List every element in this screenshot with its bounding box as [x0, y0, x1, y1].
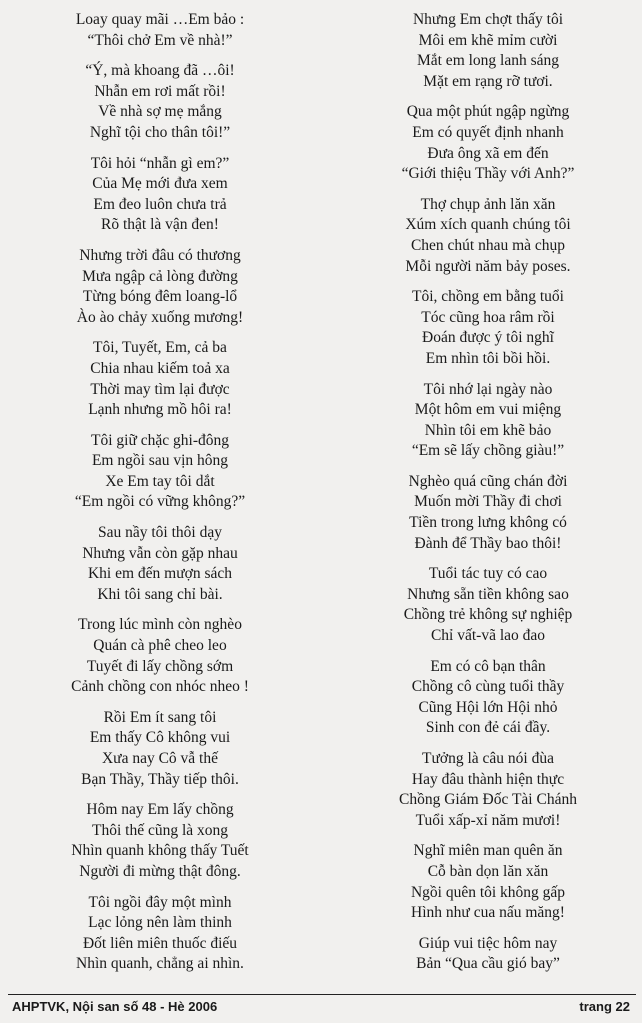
poem-line: Môi em khẽ mỉm cười: [418, 31, 558, 49]
poem-line: Ào ào chảy xuống mương!: [76, 308, 244, 326]
poem-line: Chia nhau kiếm toả xa: [90, 359, 230, 377]
footer-publication: AHPTVK, Nội san số 48 - Hè 2006: [12, 999, 218, 1014]
poem-line: Qua một phút ngập ngừng: [406, 103, 570, 121]
poem-line: Nhẫn em rơi mất rồi!: [94, 82, 226, 100]
poem-line: Nhưng Em chợt thấy tôi: [412, 11, 564, 28]
poem-line: Thời may tìm lại được: [90, 380, 230, 398]
poem-line: Trong lúc mình còn nghèo: [78, 616, 242, 634]
poem-line: Xúm xích quanh chúng tôi: [405, 216, 571, 234]
poem-line: Cỗ bàn dọn lăn xăn: [427, 862, 549, 880]
poem-line: Từng bóng đêm loang-lổ: [82, 288, 238, 306]
poem-stanza: [14, 338, 306, 420]
poem-line: Sau nầy tôi thôi dạy: [98, 524, 222, 542]
poem-line: Nhìn quanh không thấy Tuết: [71, 842, 249, 860]
footer-page-number: trang 22: [579, 999, 630, 1014]
poem-line: Nhưng vẫn còn gặp nhau: [82, 544, 238, 562]
poem-stanza: [14, 615, 306, 697]
poem-line: “Em sẽ lấy chồng giàu!”: [411, 442, 565, 460]
poem-line: Mưa ngập cả lòng đường: [82, 267, 238, 285]
poem-line: Em nhìn tôi bồi hồi.: [425, 349, 551, 367]
poem-column-right: [342, 10, 634, 985]
poem-line: Hay đâu thành hiện thực: [411, 770, 565, 788]
poem-line: Tưởng là câu nói đùa: [422, 750, 554, 767]
poem-line: Bạn Thầy, Thầy tiếp thôi.: [81, 770, 239, 788]
poem-line: Nhìn quanh, chẳng ai nhìn.: [76, 955, 244, 973]
poem-line: Tôi, chồng em bằng tuổi: [412, 288, 564, 306]
poem-line: Chồng Giám Đốc Tài Chánh: [399, 791, 577, 809]
poem-line: Một hôm em vui miệng: [414, 401, 562, 419]
poem-line: Chen chút nhau mà chụp: [410, 236, 566, 254]
poem-line: Đành để Thầy bao thôi!: [414, 534, 562, 552]
poem-line: Nghĩ miên man quên ăn: [413, 842, 563, 860]
poem-line: Tuổi tác tuy có cao: [428, 565, 548, 583]
poem-line: Khi em đến mượn sách: [87, 565, 232, 583]
poem-line: Tôi nhớ lại ngày nào: [423, 380, 553, 398]
poem-line: Em có quyết định nhanh: [412, 123, 564, 141]
poem-line: Chồng trẻ không sự nghiệp: [403, 606, 573, 624]
poem-line: Lạc lỏng nên làm thinh: [88, 914, 232, 932]
poem-line: “Giới thiệu Thầy với Anh?”: [401, 165, 575, 183]
poem-line: “Em ngồi có vững không?”: [74, 493, 246, 511]
footer-divider: [8, 994, 636, 995]
poem-stanza: [342, 10, 634, 92]
poem-line: “Thôi chở Em về nhà!”: [87, 31, 233, 49]
poem-line: Thợ chụp ảnh lăn xăn: [420, 195, 556, 213]
poem-stanza: [14, 800, 306, 882]
poem-line: Giúp vui tiệc hôm nay: [418, 934, 558, 952]
poem-stanza: [342, 564, 634, 646]
poem-line: Tôi, Tuyết, Em, cả ba: [93, 339, 227, 357]
poem-line: Tóc cũng hoa râm rồi: [421, 308, 555, 326]
poem-line: Tuổi xấp-xỉ năm mươi!: [415, 811, 561, 829]
poem-stanza: [342, 380, 634, 462]
poem-line: Nhưng sẵn tiền không sao: [407, 585, 569, 603]
poem-line: Em thấy Cô không vui: [89, 729, 231, 747]
poem-line: Cũng Hội lớn Hội nhỏ: [418, 698, 558, 716]
poem-stanza: [14, 154, 306, 236]
poem-line: Tôi giữ chặc ghi-đông: [91, 431, 229, 449]
poem-line: Em có cô bạn thân: [430, 657, 546, 675]
poem-line: Rõ thật là vận đen!: [101, 216, 219, 234]
poem-stanza: [14, 708, 306, 790]
poem-column-left: [14, 10, 306, 985]
poem-line: Muốn mời Thầy đi chơi: [414, 493, 562, 511]
poem-stanza: [342, 657, 634, 739]
poem-line: Rồi Em ít sang tôi: [103, 708, 217, 726]
poem-stanza: [342, 195, 634, 277]
poem-stanza: [342, 472, 634, 554]
poem-line: Mỗi người năm bảy poses.: [405, 257, 571, 275]
poem-line: “Ý, mà khoang đã …ôi!: [85, 62, 235, 80]
poem-line: Của Mẹ mới đưa xem: [92, 175, 228, 193]
poem-line: Cảnh chồng con nhóc nheo !: [71, 678, 249, 696]
poem-line: Đoán được ý tôi nghĩ: [422, 329, 554, 347]
poem-stanza: [14, 10, 306, 51]
poem-stanza: [14, 523, 306, 605]
poem-line: Nhưng trời đâu có thương: [79, 246, 241, 264]
poem-line: Mắt em long lanh sáng: [416, 52, 560, 70]
poem-line: Sinh con đẻ cái đầy.: [425, 719, 551, 737]
poem-line: Loay quay mãi …Em bảo :: [75, 11, 245, 28]
poem-line: Tuyết đi lấy chồng sớm: [86, 657, 234, 675]
poem-line: Đưa ông xã em đến: [427, 144, 549, 162]
poem-stanza: [14, 893, 306, 975]
poem-line: Chồng cô cùng tuổi thầy: [411, 678, 565, 696]
poem-stanza: [342, 287, 634, 369]
poem-line: Khi tôi sang chỉ bài.: [97, 585, 223, 603]
poem-line: Ngồi quên tôi không gấp: [410, 883, 566, 901]
poem-stanza: [342, 102, 634, 184]
poem-line: Nhìn tôi em khẽ bảo: [424, 421, 552, 439]
poem-line: Em ngồi sau vịn hông: [91, 452, 229, 470]
poem-line: Hôm nay Em lấy chồng: [86, 801, 234, 819]
poem-line: Em đeo luôn chưa trả: [93, 195, 227, 213]
poem-line: Hình như cua nấu măng!: [411, 904, 565, 922]
poem-line: Tôi hỏi “nhẫn gì em?”: [90, 154, 230, 172]
poem-line: Tiền trong lưng không có: [409, 514, 567, 532]
poem-line: Người đi mừng thật đông.: [79, 862, 241, 880]
poem-stanza: [14, 246, 306, 328]
poem-line: Nghĩ tội cho thân tôi!”: [89, 123, 231, 141]
poem-line: Lạnh nhưng mồ hôi ra!: [88, 401, 232, 419]
poem-line: Mặt em rạng rỡ tươi.: [423, 72, 553, 90]
poem-line: Quán cà phê cheo leo: [93, 637, 227, 655]
poem-line: Thôi thế cũng là xong: [91, 821, 229, 839]
poem-line: Xưa nay Cô vẫ thế: [101, 750, 218, 767]
poem-stanza: [14, 61, 306, 143]
poem-line: Đốt liên miên thuốc điếu: [82, 934, 238, 952]
poem-line: Nghèo quá cũng chán đời: [408, 472, 568, 490]
poem-line: Xe Em tay tôi dắt: [105, 472, 215, 490]
poem-line: Về nhà sợ mẹ mắng: [98, 103, 222, 121]
poem-stanza: [342, 934, 634, 975]
poem-stanza: [14, 431, 306, 513]
poem-line: Tôi ngồi đây một mình: [88, 893, 232, 911]
poem-line: Bản “Qua cầu gió bay”: [416, 955, 560, 973]
poem-line: Chỉ vất-vã lao đao: [430, 627, 546, 645]
poem-stanza: [342, 841, 634, 923]
poem-stanza: [342, 749, 634, 831]
